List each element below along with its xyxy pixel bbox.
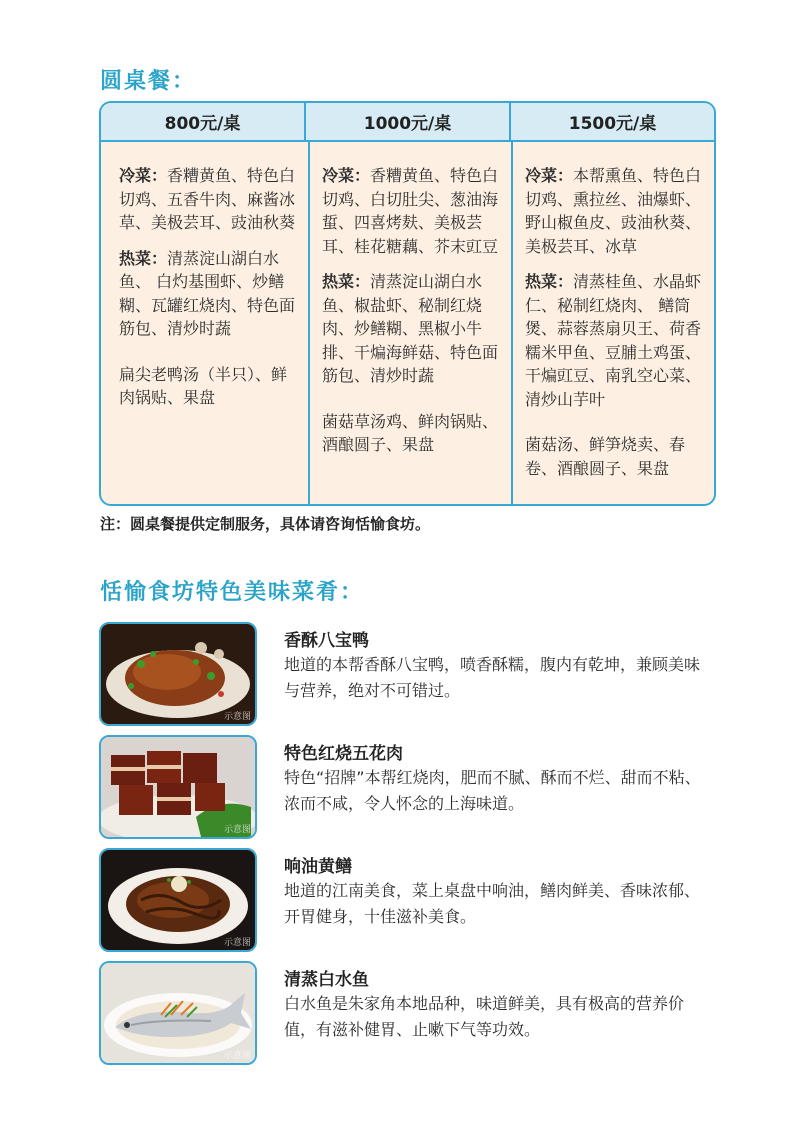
hot-dishes: 热菜：清蒸淀山湖白水鱼、椒盐虾、秘制红烧肉、炒鳝糊、黑椒小牛排、干煸海鲜菇、特色面筋包、清炒时蔬 bbox=[322, 272, 499, 385]
dish-description: 地道的本帮香酥八宝鸭，喷香酥糯，腹内有乾坤，兼顾美味与营养，绝对不可错过。 bbox=[284, 655, 701, 700]
dish-photo-eel bbox=[99, 848, 257, 952]
dish-photo-duck bbox=[99, 622, 257, 726]
watermark: 示意图 bbox=[223, 712, 251, 722]
hot-dishes: 热菜：清蒸淀山湖白水鱼、 白灼基围虾、炒鳝糊、瓦罐红烧肉、特色面筋包、清炒时蔬 bbox=[119, 248, 296, 338]
hot-dishes: 热菜：清蒸桂鱼、水晶虾仁、秘制红烧肉、 鳝筒煲、蒜蓉蒸扇贝王、荷香糯米甲鱼、豆脯土鸡蛋、干煸豇豆、南乳空心菜、清炒山芋叶 bbox=[525, 272, 702, 409]
soup-and-desserts: 菌菇草汤鸡、鲜肉锅贴、酒酿圆子、果盘 bbox=[322, 411, 499, 454]
dish-name: 特色红烧五花肉 bbox=[284, 744, 403, 764]
cold-dishes: 冷菜：本帮熏鱼、特色白切鸡、熏拉丝、油爆虾、野山椒鱼皮、豉油秋葵、美极芸耳、冰草 bbox=[525, 166, 702, 256]
round-table-menu bbox=[99, 101, 716, 506]
dish-card bbox=[99, 961, 719, 1065]
round-table-section-title: 圆桌餐： bbox=[100, 69, 197, 94]
dish-card bbox=[99, 735, 719, 839]
soup-and-desserts: 扁尖老鸭汤（半只）、鲜肉锅贴、果盘 bbox=[119, 364, 288, 407]
dish-photo-pork bbox=[99, 735, 257, 839]
cold-dishes: 冷菜：香糟黄鱼、特色白切鸡、白切肚尖、葱油海蜇、四喜烤麸、美极芸耳、桂花糖藕、芥末豇豆 bbox=[322, 166, 499, 256]
price-header-1500: 1500元/桌 bbox=[509, 103, 714, 140]
custom-service-note: 注：圆桌餐提供定制服务，具体请咨询恬愉食坊。 bbox=[100, 515, 431, 533]
menu-column-1000 bbox=[308, 142, 511, 504]
menu-column-800 bbox=[101, 142, 308, 504]
menu-column-1500 bbox=[511, 142, 714, 504]
dish-photo-fish bbox=[99, 961, 257, 1065]
dish-name: 清蒸白水鱼 bbox=[284, 970, 369, 990]
dish-description: 地道的江南美食，菜上桌盘中响油，鳝肉鲜美、香味浓郁、开胃健身，十佳滋补美食。 bbox=[284, 881, 701, 926]
price-header-1000: 1000元/桌 bbox=[304, 103, 509, 140]
dish-card bbox=[99, 848, 719, 952]
cold-dishes: 冷菜：香糟黄鱼、特色白切鸡、五香牛肉、麻酱冰草、美极芸耳、豉油秋葵 bbox=[119, 166, 296, 232]
dish-name: 响油黄鳝 bbox=[284, 857, 352, 877]
dish-name: 香酥八宝鸭 bbox=[284, 631, 369, 651]
dish-card bbox=[99, 622, 719, 726]
soup-and-desserts: 菌菇汤、鲜笋烧卖、春卷、酒酿圆子、果盘 bbox=[525, 435, 686, 478]
dish-description: 特色“招牌”本帮红烧肉，肥而不腻、酥而不烂、甜而不粘、浓而不咸，令人怀念的上海味道。 bbox=[284, 768, 701, 813]
dish-description: 白水鱼是朱家角本地品种，味道鲜美，具有极高的营养价值，有滋补健胃、止嗽下气等功效。 bbox=[284, 994, 685, 1039]
specialty-section-title: 恬愉食坊特色美味菜肴： bbox=[100, 580, 365, 605]
price-header-800: 800元/桌 bbox=[164, 114, 241, 134]
menu-header-row bbox=[101, 103, 714, 142]
watermark: 示意图 bbox=[223, 938, 251, 948]
watermark: 示意图 bbox=[223, 1051, 251, 1061]
watermark: 示意图 bbox=[223, 825, 251, 835]
